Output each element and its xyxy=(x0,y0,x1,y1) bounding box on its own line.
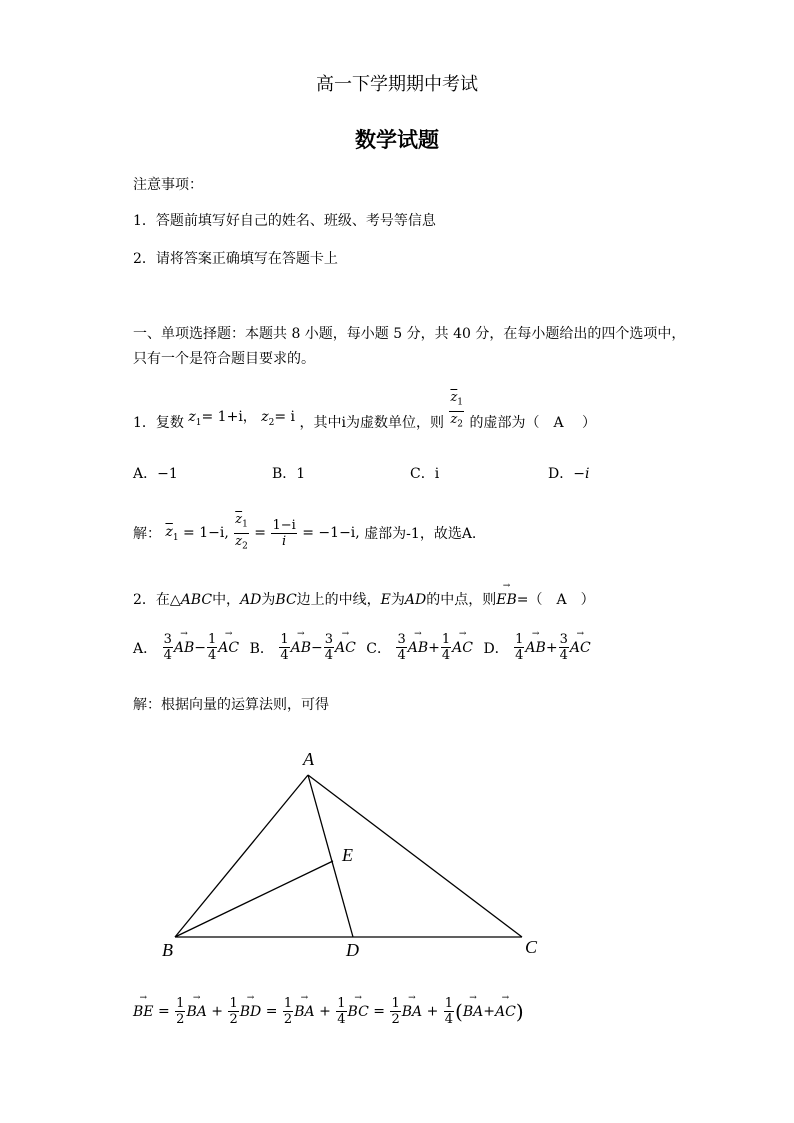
q1-middle: ，其中i为虚数单位，则 xyxy=(299,415,444,432)
q2-solution-text: 解：根据向量的运算法则，可得 xyxy=(133,697,329,713)
q1-option-c: C．i xyxy=(410,466,440,482)
section-heading-line2: 只有一个是符合题目要求的。 xyxy=(133,351,315,367)
section-heading-line1: 一、单项选择题：本题共 8 小题，每小题 5 分，共 40 分，在每小题给出的四个选项中， xyxy=(133,326,686,342)
exam-title: 高一下学期期中考试 xyxy=(316,74,478,95)
triangle-figure xyxy=(150,740,550,970)
q1-option-b: B．1 xyxy=(272,466,306,482)
segment-be xyxy=(175,861,333,937)
q1-fraction: $\frac{\overline{z}_1}{z_2}$ xyxy=(450,390,464,430)
label-a: A xyxy=(303,749,314,769)
q2-option-b: B． $\frac{1}{4}$ → AB− $\frac{3}{4}$ → AC xyxy=(250,640,361,656)
q1-solution: 解： $\overline{z}_1 = 1-i$, $\frac{\overline{z}_1}{z_2}$ = $\frac{1-i}{i}$ = −1−i, 虚部为-1，故选A. xyxy=(133,512,477,552)
q2-options xyxy=(133,632,591,663)
notice-item-1: 1．答题前填写好自己的姓名、班级、考号等信息 xyxy=(133,213,436,229)
notice-heading: 注意事项： xyxy=(133,177,203,193)
q2-option-c: C． $\frac{3}{4}$ → AB+ $\frac{1}{4}$ → AC xyxy=(366,640,477,656)
q1-suffix: 的虚部为（ A ） xyxy=(469,415,597,432)
q1-z1: $z_1= 1+i$， xyxy=(188,409,257,428)
q2-option-d: D． $\frac{1}{4}$ → AB+ $\frac{3}{4}$ → AC xyxy=(483,640,590,656)
label-c: C xyxy=(525,937,538,957)
side-ab xyxy=(175,775,308,937)
vector-eb: → EB xyxy=(496,592,517,608)
question-1 xyxy=(133,390,597,444)
notice-item-2: 2．请将答案正确填写在答题卡上 xyxy=(133,251,338,267)
q1-option-a: A．−1 xyxy=(133,466,178,482)
q1-option-d: D．−i xyxy=(548,466,590,482)
side-ac xyxy=(308,775,522,937)
label-e: E xyxy=(342,845,353,865)
label-d: D xyxy=(346,940,359,960)
q2-option-a: A． $\frac{3}{4}$ → AB− $\frac{1}{4}$ → AC xyxy=(133,640,244,656)
q1-prefix: 1．复数 xyxy=(133,415,184,432)
q1-z2: $z_2= i$ xyxy=(261,409,296,428)
label-b: B xyxy=(162,940,173,960)
final-equation: → BE = $\frac{1}{2}$ → BA + $\frac{1}{2}$ → BD = $\frac{1}{2}$ → BA + $\frac{1}{4}$ → BC = $\frac{1}{2}$ → BA + $\frac{1}{4}$ (→ BA+→ AC) xyxy=(133,996,524,1027)
exam-subtitle: 数学试题 xyxy=(355,127,439,152)
question-2: 2．在△ABC中，AD为BC边上的中线，E为AD的中点，则→ EB=（ A ） xyxy=(133,589,595,609)
